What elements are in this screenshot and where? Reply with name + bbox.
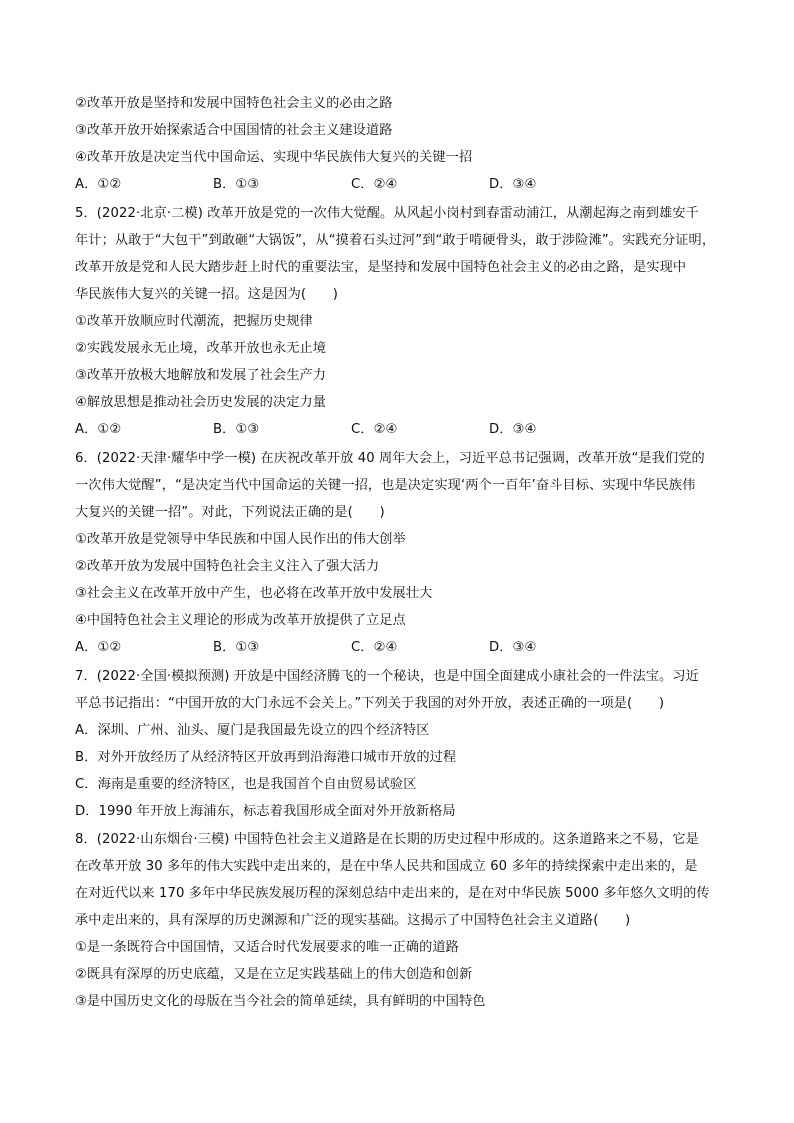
statement: ①是一条既符合中国国情，又适合时代发展要求的唯一正确的道路: [75, 940, 459, 955]
option-a: A．①②: [75, 640, 122, 655]
question-stem: 改革开放是党和人民大踏步赶上时代的重要法宝，是坚持和发展中国特色社会主义的必由之路，是实现中: [75, 260, 687, 275]
question-stem: 在对近代以来 170 多年中华民族发展历程的深刻总结中走出来的，是在对中华民族 5000 多年悠久文明的传: [75, 886, 710, 901]
choice-d: D．1990 年开放上海浦东，标志着我国形成全面对外开放新格局: [75, 804, 456, 819]
question-stem: 在改革开放 30 多年的伟大实践中走出来的，是在中华人民共和国成立 60 多年的持续探索中走出来的，是: [75, 859, 698, 874]
option-d: D．③④: [489, 422, 537, 437]
choice-b: B．对外开放经历了从经济特区开放再到沿海港口城市开放的过程: [75, 750, 457, 765]
statement: ②改革开放是坚持和发展中国特色社会主义的必由之路: [75, 96, 393, 111]
answer-options: [75, 634, 725, 661]
option-d: D．③④: [489, 640, 537, 655]
choice-c: C．海南是重要的经济特区，也是我国首个自由贸易试验区: [75, 777, 417, 792]
question-stem: 5．(2022·北京·二模) 改革开放是党的一次伟大觉醒。从风起小岗村到春雷动浦江，从潮起海之南到雄安千: [75, 206, 699, 221]
question-6: [75, 445, 725, 661]
question-stem: 年计；从敢于“大包干”到敢砸“大锅饭”，从“摸着石头过河”到“敢于啃硬骨头，敢于涉险滩”。实践充分证明，: [75, 233, 716, 248]
option-d: D．③④: [489, 177, 537, 192]
question-stem: 8．(2022·山东烟台·三模) 中国特色社会主义道路是在长期的历史过程中形成的。这条道路来之不易，它是: [75, 832, 699, 847]
option-c: C．②④: [351, 422, 398, 437]
statement: ③社会主义在改革开放中产生，也必将在改革开放中发展壮大: [75, 586, 433, 601]
question-stem: 承中走出来的，具有深厚的历史渊源和广泛的现实基础。这揭示了中国特色社会主义道路( ): [75, 913, 631, 928]
statement: ④解放思想是推动社会历史发展的决定力量: [75, 395, 327, 410]
answer-options: [75, 171, 725, 198]
question-stem: 华民族伟大复兴的关键一招。这是因为( ): [75, 287, 338, 302]
statement: ③是中国历史文化的母版在当今社会的简单延续，具有鲜明的中国特色: [75, 994, 486, 1009]
option-c: C．②④: [351, 177, 398, 192]
question-stem: 7．(2022·全国·模拟预测) 开放是中国经济腾飞的一个秘诀，也是中国全面建成小康社会的一件法宝。习近: [75, 669, 699, 684]
option-b: B．①③: [213, 177, 260, 192]
question-stem: 平总书记指出：“中国开放的大门永远不会关上。”下列关于我国的对外开放，表述正确的一项是( ): [75, 696, 665, 711]
question-stem: 大复兴的关键一招”。对此，下列说法正确的是( ): [75, 505, 385, 520]
option-c: C．②④: [351, 640, 398, 655]
statement: ②改革开放为发展中国特色社会主义注入了强大活力: [75, 559, 380, 574]
statement: ④改革开放是决定当代中国命运、实现中华民族伟大复兴的关键一招: [75, 150, 473, 165]
answer-options: [75, 416, 725, 443]
option-b: B．①③: [213, 640, 260, 655]
question-stem: 一次伟大觉醒”，“是决定当代中国命运的关键一招，也是决定实现‘两个一百年’奋斗目标、实现中华民族伟: [75, 478, 696, 493]
statement: ③改革开放极大地解放和发展了社会生产力: [75, 368, 327, 383]
statement: ①改革开放顺应时代潮流，把握历史规律: [75, 314, 313, 329]
question-8: [75, 826, 725, 1015]
statement: ②实践发展永无止境，改革开放也永无止境: [75, 341, 327, 356]
statement: ③改革开放开始探索适合中国国情的社会主义建设道路: [75, 123, 393, 138]
statement: ②既具有深厚的历史底蕴，又是在立足实践基础上的伟大创造和创新: [75, 967, 473, 982]
statement: ①改革开放是党领导中华民族和中国人民作出的伟大创举: [75, 532, 406, 547]
option-b: B．①③: [213, 422, 260, 437]
choice-a: A．深圳、广州、汕头、厦门是我国最先设立的四个经济特区: [75, 723, 430, 738]
question-stem: 6．(2022·天津·耀华中学一模) 在庆祝改革开放 40 周年大会上，习近平总书记强调，改革开放“是我们党的: [75, 451, 705, 466]
option-a: A．①②: [75, 177, 122, 192]
question-4-tail: [75, 90, 725, 198]
option-a: A．①②: [75, 422, 122, 437]
question-7: [75, 663, 725, 825]
question-5: [75, 200, 725, 443]
statement: ④中国特色社会主义理论的形成为改革开放提供了立足点: [75, 613, 406, 628]
